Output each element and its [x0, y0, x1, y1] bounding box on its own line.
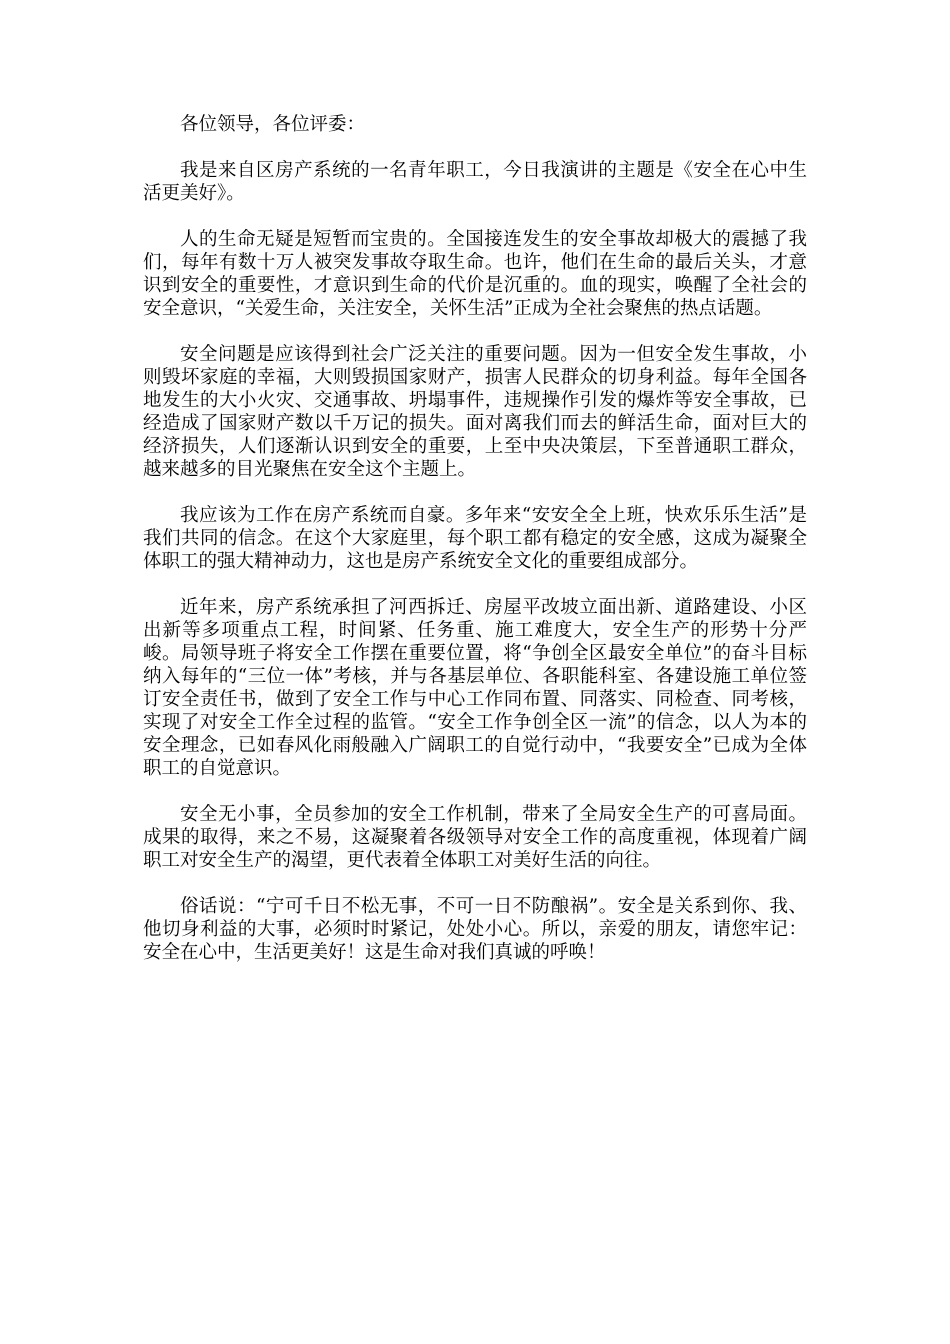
paragraph-safety-issue: 安全问题是应该得到社会广泛关注的重要问题。因为一但安全发生事故，小则毁坏家庭的幸福，大则毁损国家财产，损害人民群众的切身利益。每年全国各地发生的大小火灾、交通事故、坍塌事件，违规操作引发的爆炸等安全事故，已经造成了国家财产数以千万记的损失。面对离我们而去的鲜活生命，面对巨大的经济损失，人们逐渐认识到安全的重要，上至中央决策层，下至普通职工群众，越来越多的目光聚焦在安全这个主题上。 — [143, 344, 807, 480]
paragraph-closing: 俗话说：“宁可千日不松无事，不可一日不防酿祸”。安全是关系到你、我、他切身利益的大事，必须时时紧记，处处小心。所以，亲爱的朋友，请您牢记：安全在心中，生活更美好！这是生命对我们真诚的呼唤！ — [143, 896, 807, 963]
paragraph-intro: 我是来自区房产系统的一名青年职工，今日我演讲的主题是《安全在心中生活更美好》。 — [143, 160, 807, 204]
paragraph-life: 人的生命无疑是短暂而宝贵的。全国接连发生的安全事故却极大的震撼了我们，每年有数十万人被突发事故夺取生命。也许，他们在生命的最后关头，才意识到安全的重要性，才意识到生命的代价是沉重的。血的现实，唤醒了全社会的安全意识，“关爱生命，关注安全，关怀生活”正成为全社会聚焦的热点话题。 — [143, 229, 807, 319]
salutation: 各位领导，各位评委： — [180, 114, 366, 135]
paragraph-recent-years: 近年来，房产系统承担了河西拆迁、房屋平改坡立面出新、道路建设、小区出新等多项重点工程，时间紧、任务重、施工难度大，安全生产的形势十分严峻。局领导班子将安全工作摆在重要位置，将“争创全区最安全单位”的奋斗目标纳入每年的“三位一体”考核，并与各基层单位、各职能科室、各建设施工单位签订安全责任书，做到了安全工作与中心工作同布置、同落实、同检查、同考核，实现了对安全工作全过程的监管。“安全工作争创全区一流”的信念，以人为本的安全理念，已如春风化雨般融入广阔职工的自觉行动中，“我要安全”已成为全体职工的自觉意识。 — [143, 597, 807, 779]
document-body — [143, 113, 807, 987]
paragraph-pride: 我应该为工作在房产系统而自豪。多年来“安安全全上班，快欢乐乐生活”是我们共同的信念。在这个大家庭里，每个职工都有稳定的安全感，这成为凝聚全体职工的强大精神动力，这也是房产系统安全文化的重要组成部分。 — [143, 505, 807, 572]
paragraph-no-small-matter: 安全无小事，全员参加的安全工作机制，带来了全局安全生产的可喜局面。成果的取得，来之不易，这凝聚着各级领导对安全工作的高度重视，体现着广阔职工对安全生产的渴望，更代表着全体职工对美好生活的向往。 — [143, 804, 807, 871]
